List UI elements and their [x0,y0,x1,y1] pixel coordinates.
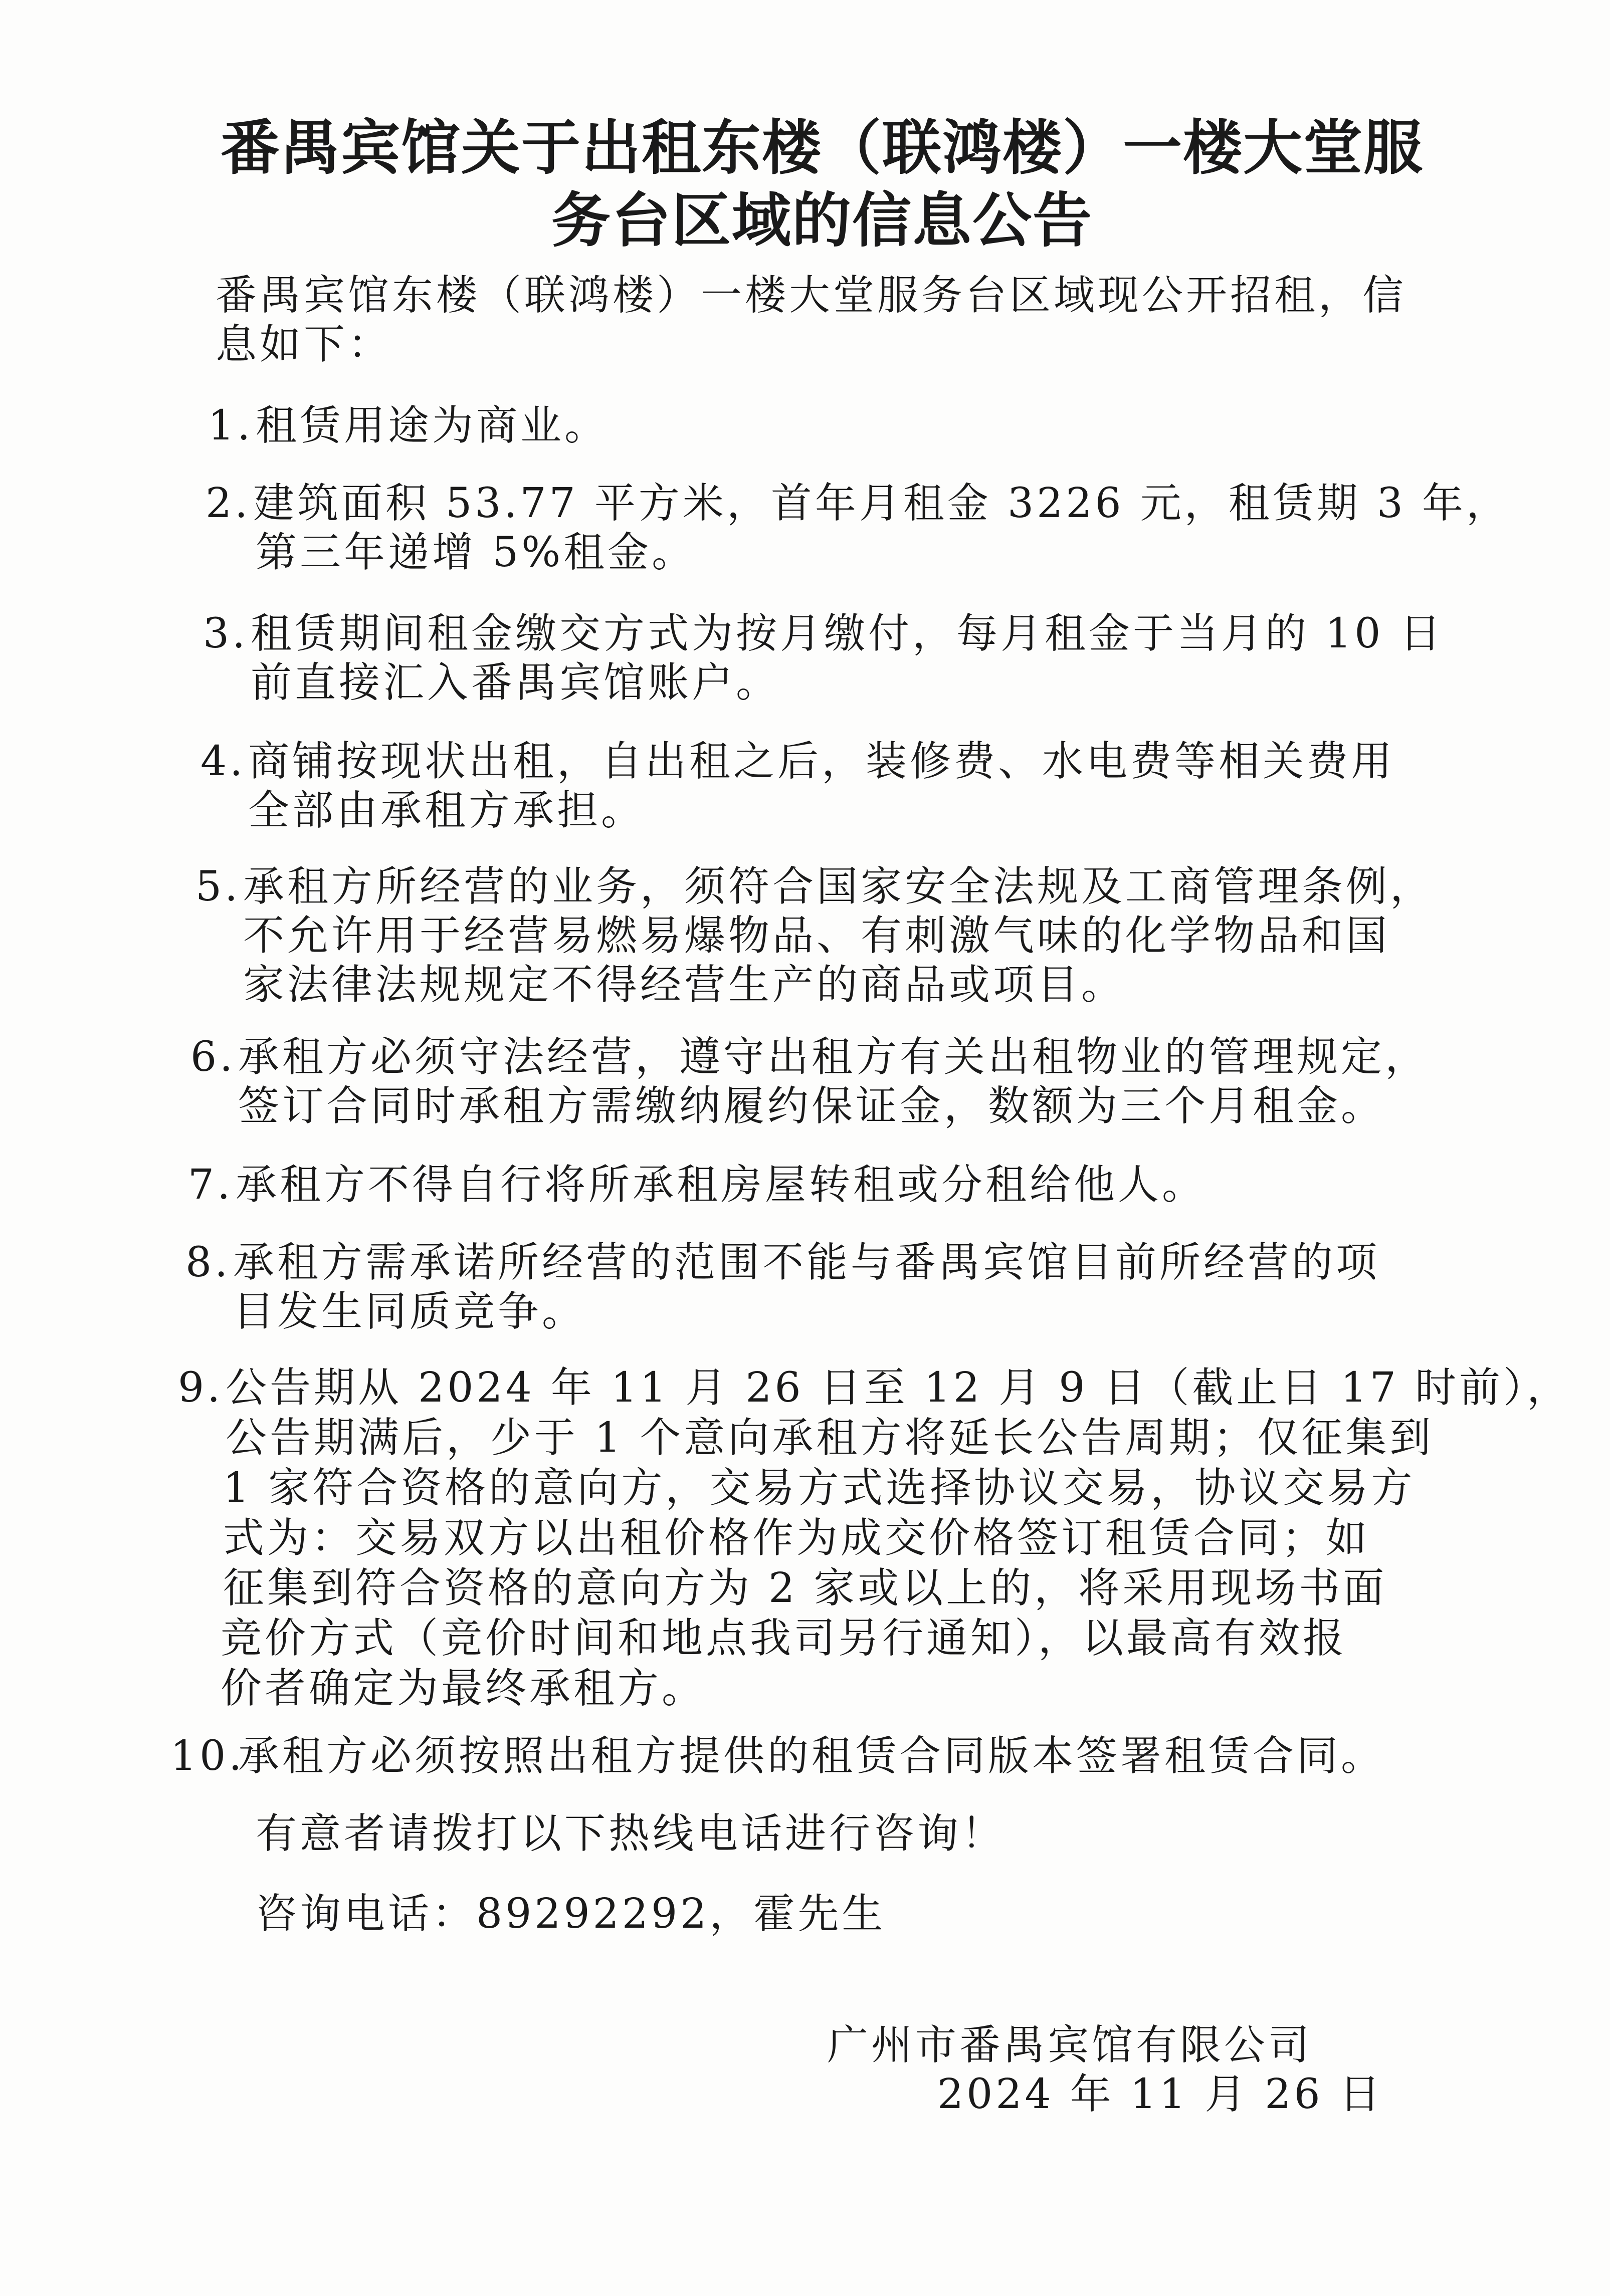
item-text-line: 承租方需承诺所经营的范围不能与番禺宾馆目前所经营的项 [233,1239,1380,1286]
item-text-line: 承租方不得自行将所承租房屋转租或分租给他人。 [236,1161,1206,1209]
item-text-line: 商铺按现状出租，自出租之后，装修费、水电费等相关费用 [248,738,1395,785]
item-text-line: 租赁用途为商业。 [256,402,609,449]
item-number: 1. [208,402,254,449]
item-number: 4. [200,738,246,785]
item-number: 9. [178,1364,224,1412]
item-text-line: 1 家符合资格的意向方，交易方式选择协议交易，协议交易方 [223,1464,1416,1512]
item-text-line: 价者确定为最终承租方。 [221,1665,706,1712]
item-text-line: 公告期满后，少于 1 个意向承租方将延长公告周期；仅征集到 [226,1414,1434,1462]
item-number: 5. [195,863,241,910]
item-text-line: 第三年递增 5%租金。 [256,529,696,576]
notice-title-line-1: 番禺宾馆关于出租东楼（联鸿楼）一楼大堂服 [220,113,1424,182]
item-text-line: 目发生同质竞争。 [233,1288,586,1335]
contact-invite: 有意者请拨打以下热线电话进行咨询！ [256,1810,1006,1858]
item-text-line: 承租方必须守法经营，遵守出租方有关出租物业的管理规定， [238,1033,1430,1081]
item-number: 6. [190,1033,236,1081]
item-text-line: 全部由承租方承担。 [248,787,646,834]
item-text-line: 签订合同时承租方需缴纳履约保证金，数额为三个月租金。 [238,1082,1385,1130]
issue-date: 2024 年 11 月 26 日 [937,2071,1383,2118]
item-text-line: 承租方必须按照出租方提供的租赁合同版本签署租赁合同。 [238,1732,1385,1780]
item-number: 3. [203,610,249,657]
item-text-line: 前直接汇入番禺宾馆账户。 [251,659,780,707]
item-text-line: 竞价方式（竞价时间和地点我司另行通知），以最高有效报 [221,1615,1347,1662]
item-text-line: 式为：交易双方以出租价格作为成交价格签订租赁合同；如 [223,1514,1370,1562]
item-text-line: 租赁期间租金缴交方式为按月缴付，每月租金于当月的 10 日 [251,610,1444,657]
item-number: 8. [185,1239,231,1286]
contact-phone: 咨询电话：89292292，霍先生 [256,1890,886,1938]
item-text-line: 承租方所经营的业务，须符合国家安全法规及工商管理条例， [243,863,1435,910]
item-number: 2. [206,480,251,527]
intro-line-1: 番禺宾馆东楼（联鸿楼）一楼大堂服务台区域现公开招租，信 [216,272,1407,319]
item-text-line: 不允许用于经营易燃易爆物品、有刺激气味的化学物品和国 [243,912,1390,960]
notice-title-line-2: 务台区域的信息公告 [551,186,1093,255]
item-number: 7. [188,1161,234,1209]
item-text-line: 建筑面积 53.77 平方米，首年月租金 3226 元，租赁期 3 年， [253,480,1510,527]
intro-line-2: 息如下： [216,321,392,368]
item-text-line: 征集到符合资格的意向方为 2 家或以上的，将采用现场书面 [223,1564,1387,1612]
item-text-line: 家法律法规规定不得经营生产的商品或项目。 [243,961,1126,1009]
issuer-company: 广州市番禺宾馆有限公司 [827,2021,1313,2069]
item-text-line: 公告期从 2024 年 11 月 26 日至 12 月 9 日（截止日 17 时前）， [226,1364,1571,1412]
item-number: 10. [170,1732,245,1780]
